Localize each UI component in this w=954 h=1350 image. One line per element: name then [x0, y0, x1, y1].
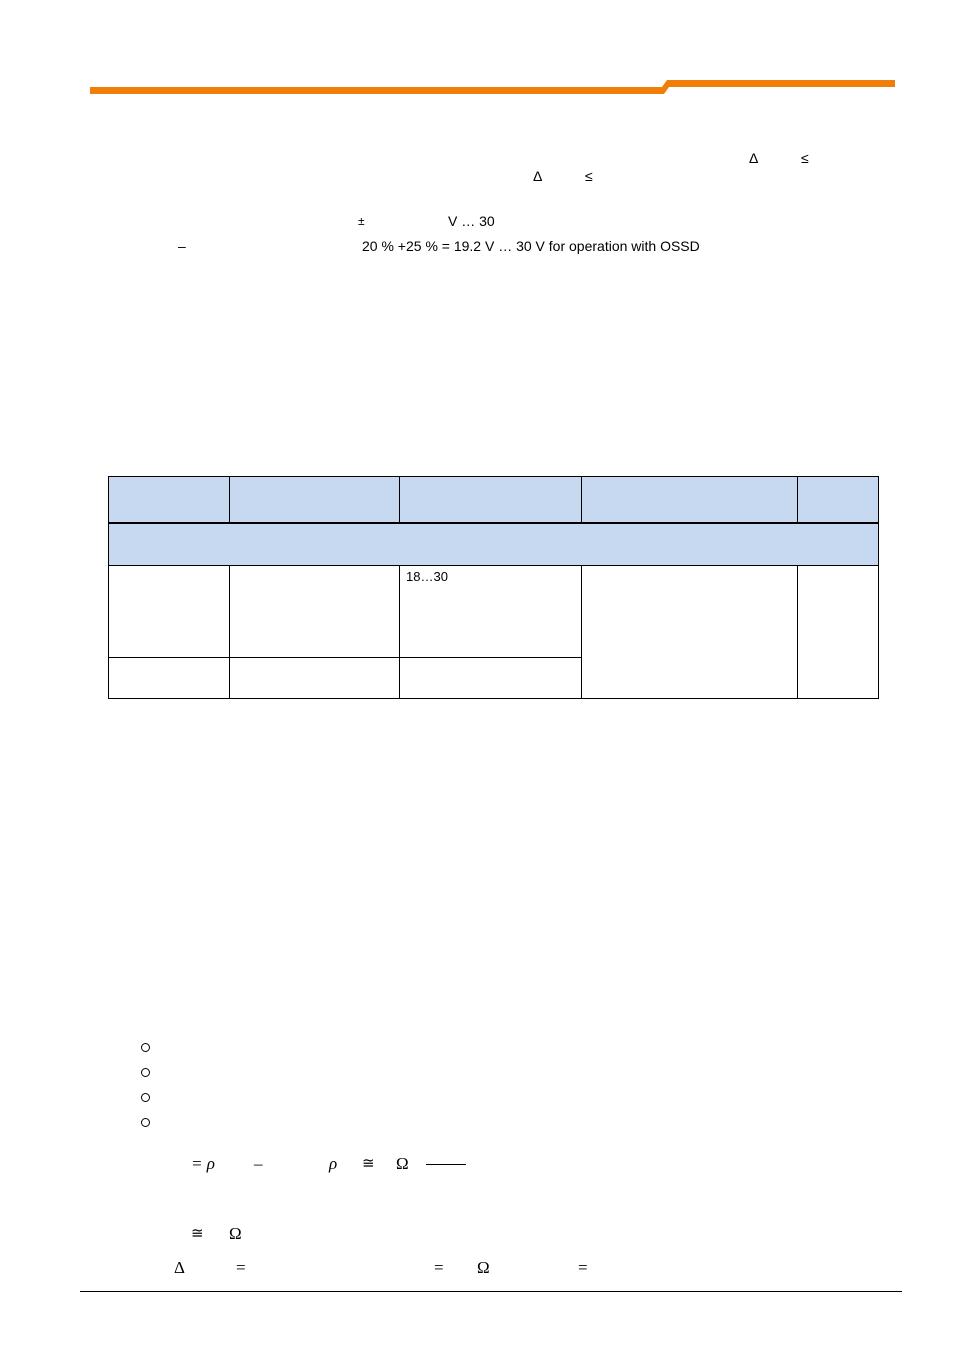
minus-symbol: –	[254, 1154, 263, 1173]
table-cell	[400, 566, 582, 658]
table-header-cell	[798, 477, 879, 524]
delta-symbol: Δ	[749, 150, 759, 166]
footer-divider	[80, 1291, 902, 1292]
table-header-cell	[582, 477, 798, 524]
list-bullet	[141, 1093, 150, 1102]
approx-symbol: ≅	[362, 1156, 375, 1172]
table-cell	[582, 566, 798, 699]
equals-symbol: =	[236, 1258, 246, 1277]
minus-symbol: –	[178, 238, 186, 254]
omega-symbol: Ω	[229, 1224, 242, 1243]
equals-symbol: =	[434, 1258, 444, 1277]
table-cell	[230, 566, 400, 658]
table-section-row	[109, 523, 879, 566]
list-bullet	[141, 1043, 150, 1052]
table-header-cell	[109, 477, 230, 524]
rho-symbol: ρ	[329, 1154, 338, 1173]
table-cell	[230, 658, 400, 699]
less-equal-symbol: ≤	[801, 150, 809, 166]
table-header-row	[109, 477, 879, 524]
table-cell	[109, 658, 230, 699]
equals-symbol: =	[578, 1258, 588, 1277]
equals-rho-symbol: = ρ	[191, 1154, 215, 1173]
fraction-line	[426, 1164, 466, 1165]
table-cell	[798, 566, 879, 699]
specification-table	[108, 476, 879, 699]
header-accent-bar	[90, 76, 895, 96]
table-cell	[400, 658, 582, 699]
voltage-cell-value: 18…30	[406, 569, 448, 584]
table-header-cell	[400, 477, 582, 524]
delta-symbol: Δ	[174, 1258, 185, 1277]
list-bullet	[141, 1068, 150, 1077]
omega-symbol: Ω	[396, 1154, 409, 1173]
list-bullet	[141, 1118, 150, 1127]
plus-minus-symbol: ±	[358, 214, 365, 228]
approx-symbol: ≅	[191, 1226, 204, 1242]
voltage-range-text: V … 30	[448, 213, 495, 229]
omega-symbol: Ω	[477, 1258, 490, 1277]
table-section-cell	[109, 523, 879, 566]
table-cell	[109, 566, 230, 658]
less-equal-symbol: ≤	[585, 168, 593, 184]
delta-symbol: Δ	[533, 168, 543, 184]
voltage-tolerance-text: 20 % +25 % = 19.2 V … 30 V for operation with OSSD	[362, 238, 700, 254]
table-header-cell	[230, 477, 400, 524]
table-row	[109, 566, 879, 658]
